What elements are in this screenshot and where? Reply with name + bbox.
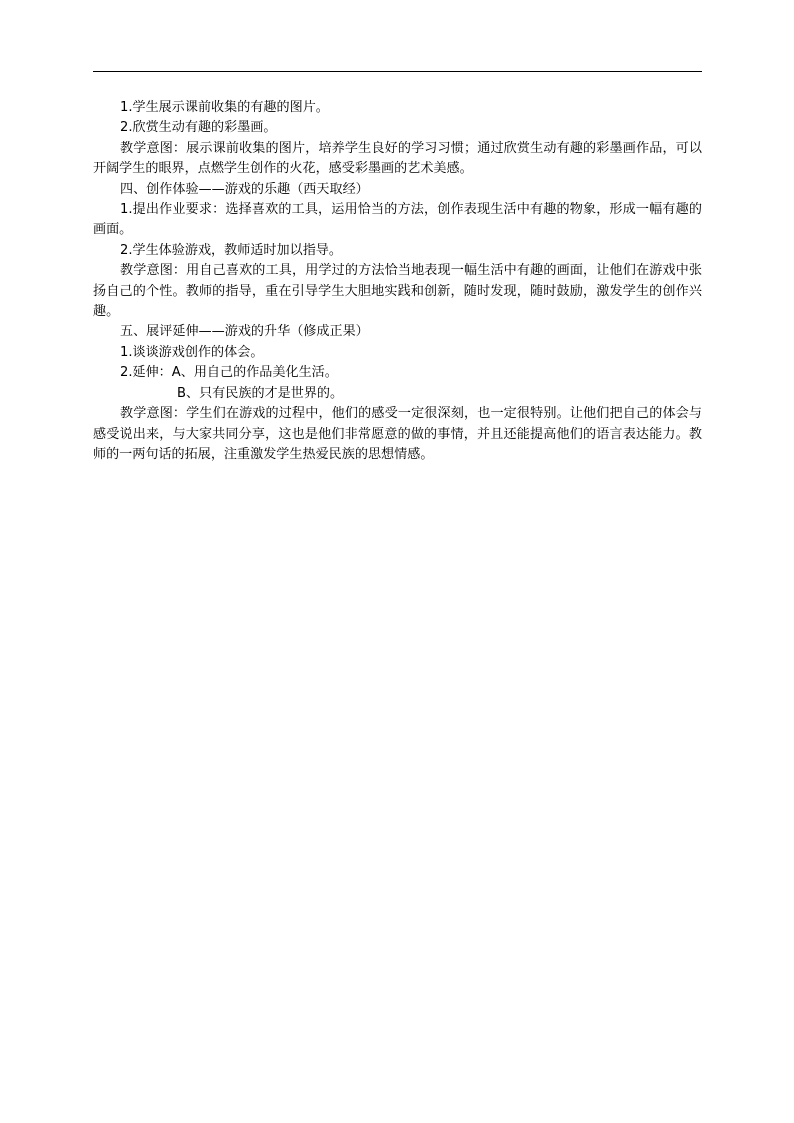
paragraph-teaching-intent-2: 教学意图：用自己喜欢的工具，用学过的方法恰当地表现一幅生活中有趣的画面，让他们在游戏中张扬自己的个性。教师的指导，重在引导学生大胆地实践和创新，随时发现，随时鼓励，激发学生的创作兴趣。 — [93, 263, 702, 320]
section-heading-4: 四、创作体验——游戏的乐趣（西天取经） — [120, 181, 369, 197]
section-heading-5: 五、展评延伸——游戏的升华（修成正果） — [120, 324, 369, 340]
paragraph-extension-b: B、只有民族的才是世界的。 — [177, 385, 344, 401]
paragraph-appreciate-ink-painting: 2.欣赏生动有趣的彩墨画。 — [120, 120, 277, 136]
paragraph-assignment-requirements: 1.提出作业要求：选择喜欢的工具，运用恰当的方法，创作表现生活中有趣的物象，形成一幅有趣的画面。 — [93, 202, 702, 238]
paragraph-extension-a: 2.延伸：A、用自己的作品美化生活。 — [120, 365, 338, 381]
paragraph-teaching-intent-1: 教学意图：展示课前收集的图片，培养学生良好的学习习惯；通过欣赏生动有趣的彩墨画作品，可以开阔学生的眼界，点燃学生创作的火花，感受彩墨画的艺术美感。 — [93, 140, 702, 177]
paragraph-show-pictures: 1.学生展示课前收集的有趣的图片。 — [120, 100, 329, 115]
paragraph-discuss-experience: 1.谈谈游戏创作的体会。 — [120, 344, 264, 360]
paragraph-experience-game: 2.学生体验游戏，教师适时加以指导。 — [120, 242, 342, 258]
document-body — [93, 98, 702, 465]
paragraph-teaching-intent-3: 教学意图：学生们在游戏的过程中，他们的感受一定很深刻，也一定很特别。让他们把自己的体会与感受说出来，与大家共同分享，这也是他们非常愿意的做的事情，并且还能提高他们的语言表达能力。教师的一两句话的拓展，注重激发学生热爱民族的思想情感。 — [93, 406, 702, 462]
header-rule — [93, 71, 702, 72]
